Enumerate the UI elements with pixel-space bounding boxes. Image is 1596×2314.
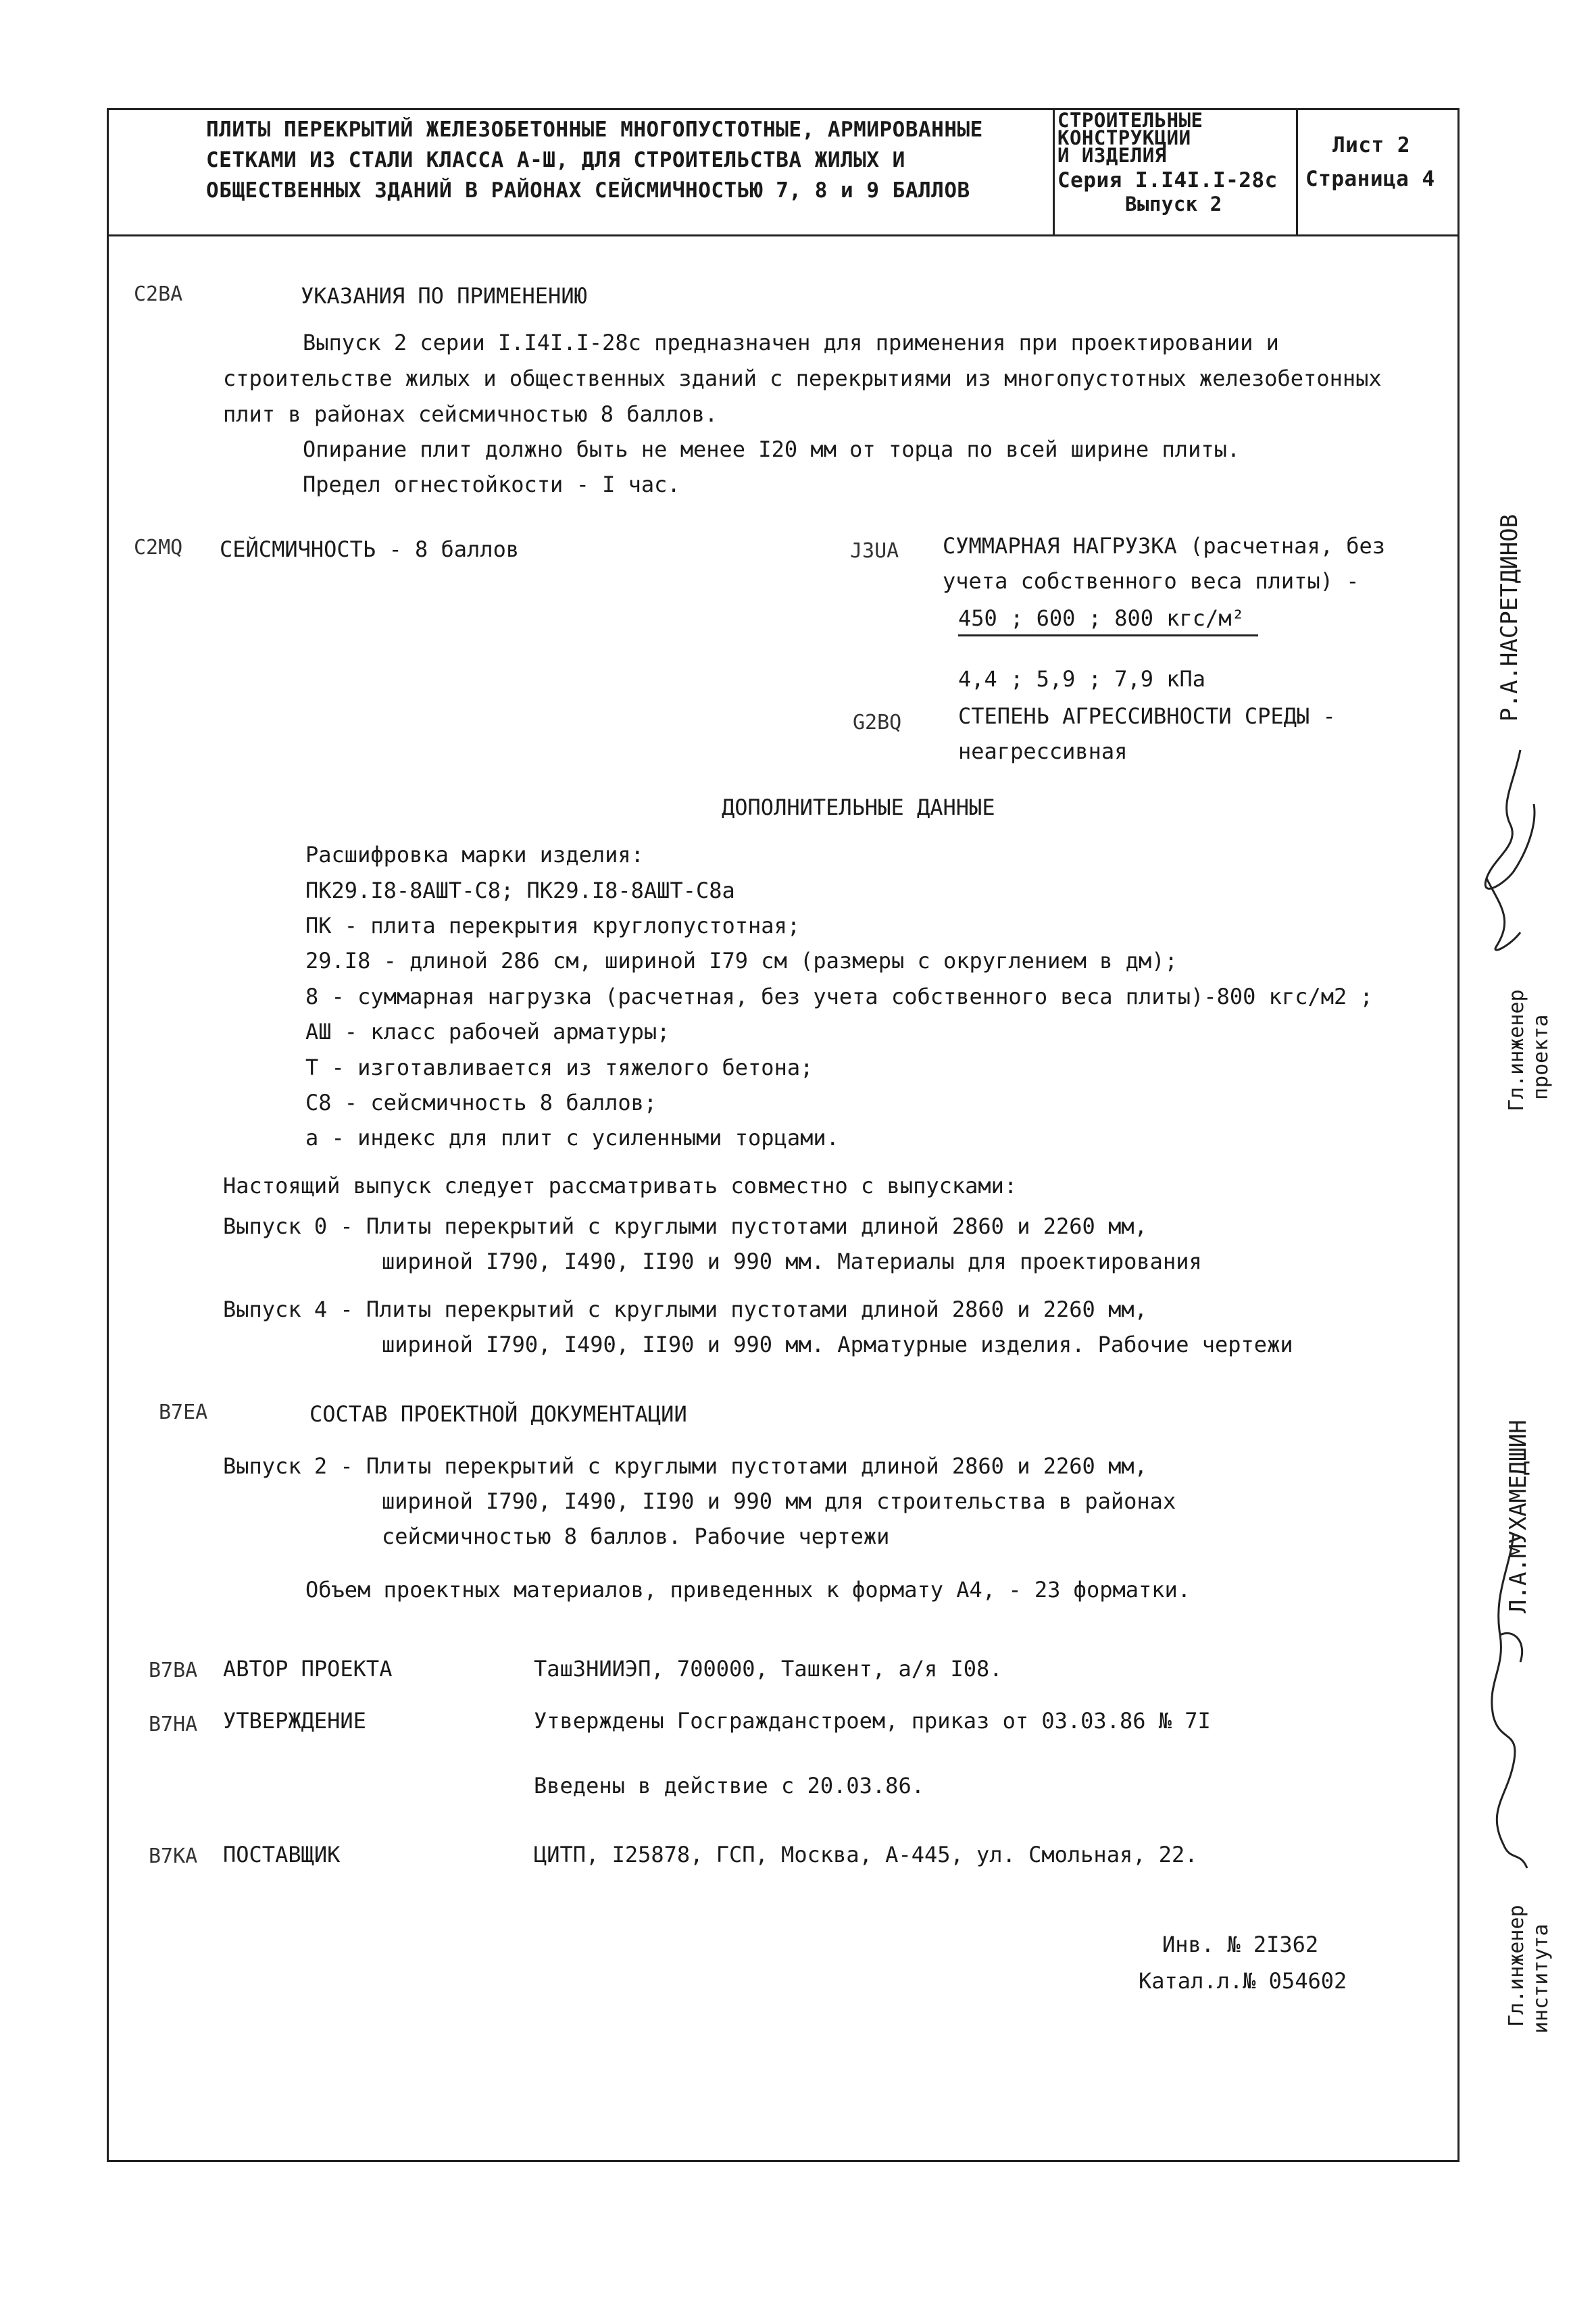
usage-line-2: строительстве жилых и общественных зданий с перекрытиями из многопустотных железобетонных [223, 366, 1382, 391]
series-divider [1296, 108, 1298, 234]
supplier-label: ПОСТАВЩИК [223, 1842, 341, 1867]
load-values-kgf: 450 ; 600 ; 800 кгс/м² [958, 605, 1258, 636]
supplier-value: ЦИТП, I25878, ГСП, Москва, А-445, ул. Смольная, 22. [534, 1842, 1198, 1867]
signature-project [1473, 743, 1554, 959]
author-code: B7BA [149, 1659, 198, 1682]
chief-engineer-institute-role-2: института [1529, 1923, 1553, 2034]
supplier-code: B7KA [149, 1844, 198, 1868]
additional-line-2: ПК29.I8-8АШТ-С8; ПК29.I8-8АШТ-С8а [305, 878, 735, 903]
seismic-code: C2MQ [134, 536, 183, 559]
author-label: АВТОР ПРОЕКТА [223, 1656, 393, 1682]
aggression-line-2: неагрессивная [958, 738, 1128, 764]
series-line-3: И ИЗДЕЛИЯ [1057, 144, 1167, 167]
catalog-number: Катал.л.№ 054602 [1139, 1968, 1347, 1994]
chief-engineer-project-name: Р.А.НАСРЕТДИНОВ [1496, 513, 1523, 722]
chief-engineer-project-role-1: Гл.инженер [1505, 989, 1528, 1111]
aggression-code: G2BQ [853, 711, 902, 734]
usage-line-1: Выпуск 2 серии I.I4I.I-28с предназначен для применения при проектировании и [303, 330, 1279, 355]
additional-line-9: а - индекс для плит с усиленными торцами. [305, 1125, 839, 1151]
inventory-number: Инв. № 2I362 [1162, 1932, 1319, 1957]
chief-engineer-institute-name: Л.А.МУХАМЕДШИН [1505, 1419, 1532, 1613]
author-value: ТашЗНИИЭП, 700000, Ташкент, а/я I08. [534, 1656, 1003, 1682]
additional-line-5: 8 - суммарная нагрузка (расчетная, без учета собственного веса плиты)-800 кгс/м2 ; [305, 984, 1373, 1009]
signature-institute [1473, 1527, 1554, 1878]
usage-line-5: Предел огнестойкости - I час. [303, 472, 680, 497]
issue2-line-2: шириной I790, I490, II90 и 990 мм для строительства в районах [382, 1488, 1176, 1514]
additional-line-1: Расшифровка марки изделия: [305, 842, 644, 867]
header-title-line-3: ОБЩЕСТВЕННЫХ ЗДАНИЙ В РАЙОНАХ СЕЙСМИЧНОСТЬЮ 7, 8 и 9 БАЛЛОВ [206, 178, 970, 203]
load-values-kpa: 4,4 ; 5,9 ; 7,9 кПа [958, 666, 1206, 692]
load-line-1: СУММАРНАЯ НАГРУЗКА (расчетная, без [943, 533, 1386, 559]
additional-line-4: 29.I8 - длиной 286 см, шириной I79 см (размеры с округлением в дм); [305, 948, 1178, 974]
header-title-line-1: ПЛИТЫ ПЕРЕКРЫТИЙ ЖЕЛЕЗОБЕТОННЫЕ МНОГОПУСТОТНЫЕ, АРМИРОВАННЫЕ [206, 118, 983, 142]
additional-line-8: С8 - сейсмичность 8 баллов; [305, 1090, 657, 1115]
issue0-line-1: Выпуск 0 - Плиты перекрытий с круглыми пустотами длиной 2860 и 2260 мм, [223, 1213, 1147, 1239]
series-issue: Выпуск 2 [1125, 193, 1222, 216]
additional-line-7: Т - изготавливается из тяжелого бетона; [305, 1055, 814, 1080]
load-line-2: учета собственного веса плиты) - [943, 568, 1360, 594]
issue0-line-2: шириной I790, I490, II90 и 990 мм. Материалы для проектирования [382, 1249, 1202, 1274]
series-number: Серия I.I4I.I-28с [1057, 168, 1278, 193]
additional-line-6: АШ - класс рабочей арматуры; [305, 1019, 670, 1045]
chief-engineer-institute-role-1: Гл.инженер [1505, 1905, 1528, 2027]
issue4-line-2: шириной I790, I490, II90 и 990 мм. Арматурные изделия. Рабочие чертежи [382, 1332, 1293, 1357]
page-number: Страница 4 [1305, 167, 1435, 191]
additional-line-3: ПК - плита перекрытия круглопустотная; [305, 913, 801, 938]
together-note: Настоящий выпуск следует рассматривать совместно с выпусками: [223, 1173, 1018, 1199]
section-code: C2BA [134, 282, 183, 306]
issue4-line-1: Выпуск 4 - Плиты перекрытий с круглыми пустотами длиной 2860 и 2260 мм, [223, 1297, 1147, 1322]
series-line-1: СТРОИТЕЛЬНЫЕ [1057, 109, 1203, 132]
approval-label: УТВЕРЖДЕНИЕ [223, 1708, 366, 1734]
series-line-2: КОНСТРУКЦИИ [1057, 126, 1191, 149]
header-title-line-2: СЕТКАМИ ИЗ СТАЛИ КЛАССА А-Ш, ДЛЯ СТРОИТЕЛЬСТВА ЖИЛЫХ И [206, 148, 905, 172]
aggression-line-1: СТЕПЕНЬ АГРЕССИВНОСТИ СРЕДЫ - [958, 703, 1336, 729]
section-title-usage: УКАЗАНИЯ ПО ПРИМЕНЕНИЮ [301, 283, 587, 309]
section-title-composition: СОСТАВ ПРОЕКТНОЙ ДОКУМЕНТАЦИИ [309, 1401, 687, 1427]
composition-code: B7EA [159, 1401, 208, 1424]
sheet-number: Лист 2 [1332, 133, 1410, 157]
issue2-line-3: сейсмичностью 8 баллов. Рабочие чертежи [382, 1524, 890, 1549]
usage-line-4: Опирание плит должно быть не менее I20 мм от торца по всей ширине плиты. [303, 436, 1241, 462]
issue2-line-1: Выпуск 2 - Плиты перекрытий с круглыми пустотами длиной 2860 и 2260 мм, [223, 1453, 1147, 1479]
usage-line-3: плит в районах сейсмичностью 8 баллов. [223, 401, 718, 427]
title-divider [1053, 108, 1055, 234]
chief-engineer-project-role-2: проекта [1529, 1014, 1553, 1100]
seismicity: СЕЙСМИЧНОСТЬ - 8 баллов [220, 536, 520, 562]
effective-date: Введены в действие с 20.03.86. [534, 1773, 924, 1799]
load-code: J3UA [850, 539, 899, 563]
section-title-additional: ДОПОЛНИТЕЛЬНЫЕ ДАННЫЕ [722, 795, 995, 820]
volume-note: Объем проектных материалов, приведенных к формату А4, - 23 форматки. [305, 1577, 1191, 1603]
approval-code: B7HA [149, 1713, 198, 1736]
approval-value: Утверждены Госгражданстроем, приказ от 03.03.86 № 7I [534, 1708, 1211, 1734]
